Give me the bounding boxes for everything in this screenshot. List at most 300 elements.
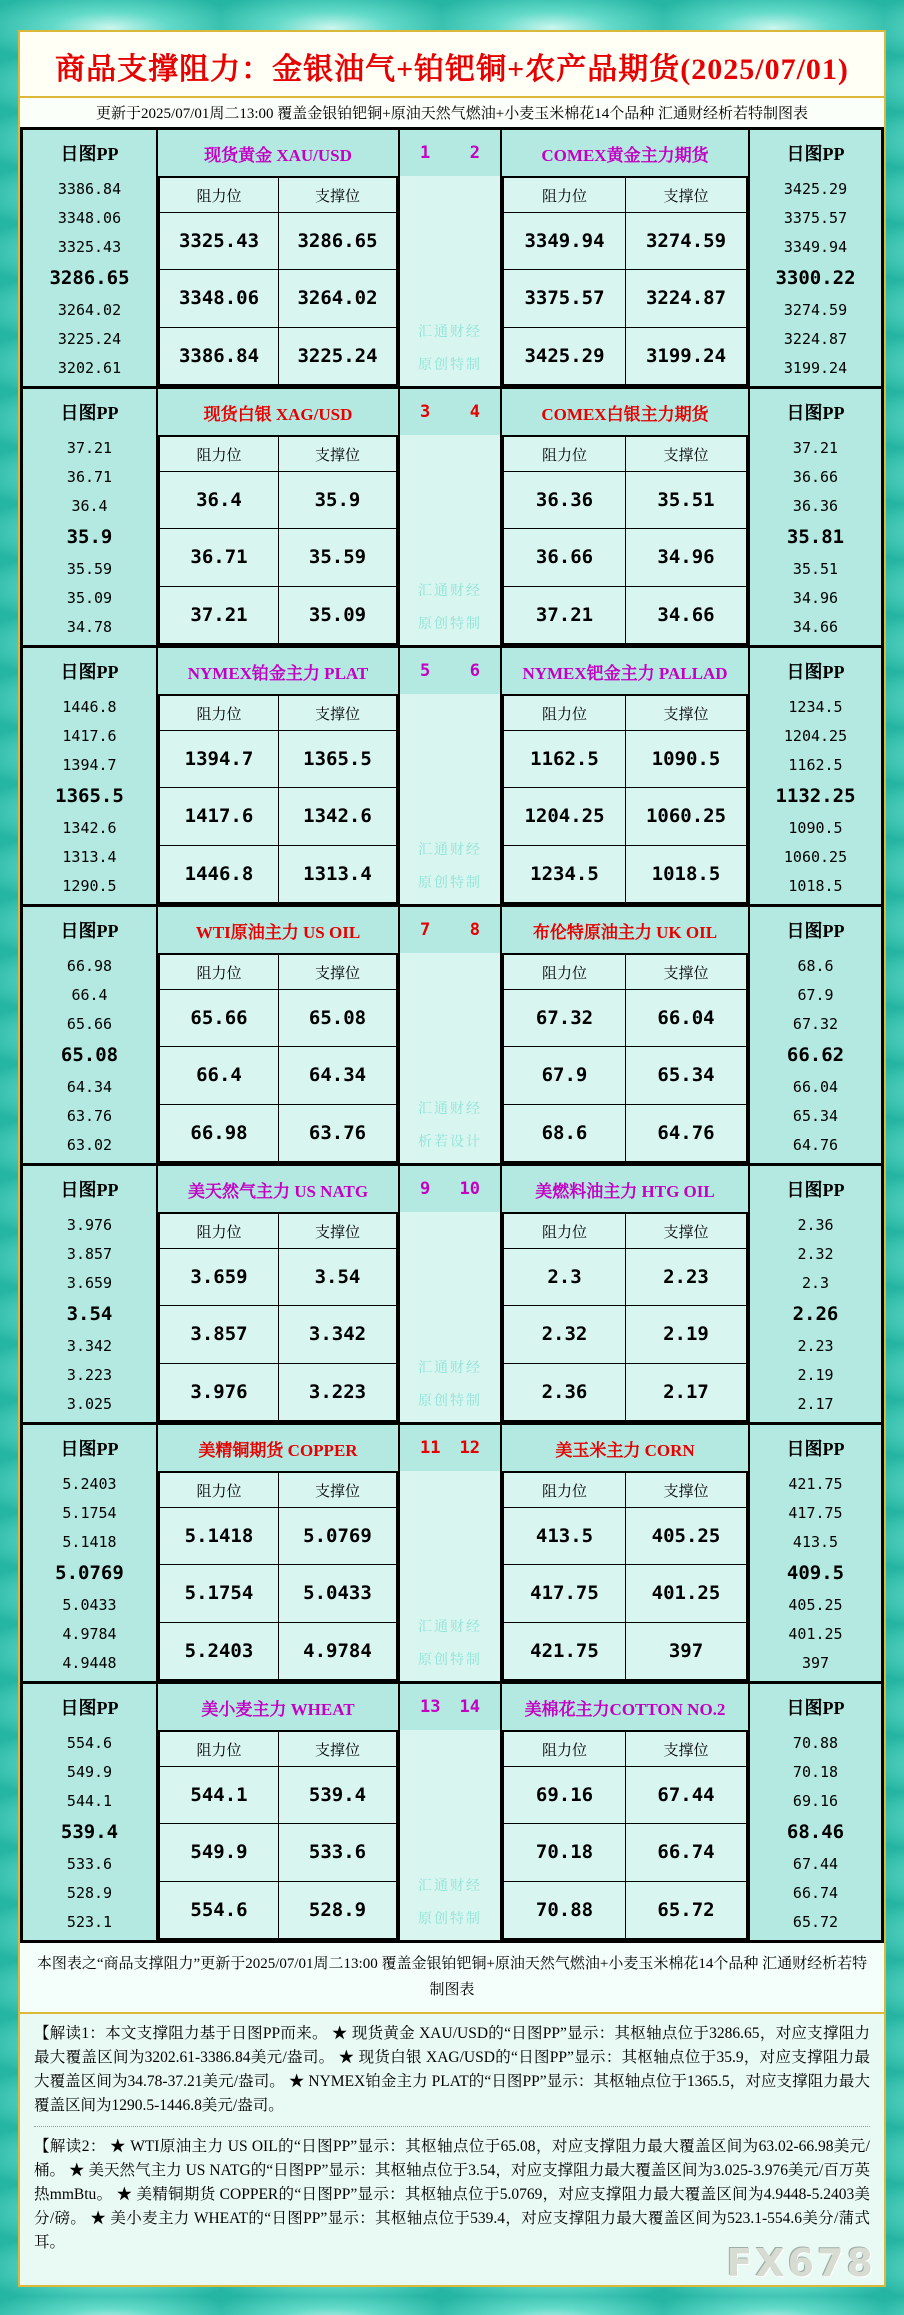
support-value: 1365.5 — [278, 730, 396, 787]
pp-level-value: 37.21 — [792, 439, 839, 457]
pp-pivot-value: 3300.22 — [775, 267, 856, 290]
support-value: 405.25 — [625, 1507, 746, 1564]
levels-table-left — [158, 176, 398, 386]
pp-level-value: 1394.7 — [62, 756, 117, 775]
pp-level-value: 3225.24 — [57, 329, 122, 348]
support-value: 539.4 — [278, 1766, 396, 1823]
support-value: 1018.5 — [625, 845, 746, 902]
support-value: 2.19 — [625, 1305, 746, 1362]
support-value: 397 — [625, 1622, 746, 1679]
pp-level-value: 1090.5 — [788, 818, 843, 837]
support-header: 支撑位 — [625, 696, 746, 730]
support-value: 64.76 — [625, 1104, 746, 1161]
pp-header-right: 日图PP — [748, 130, 881, 176]
section-watermark — [398, 435, 502, 645]
pp-header-left: 日图PP — [23, 1684, 158, 1730]
section-watermark — [398, 1730, 502, 1940]
support-value: 3224.87 — [625, 269, 746, 326]
resistance-value: 549.9 — [160, 1823, 278, 1880]
pp-level-value: 67.32 — [792, 1015, 839, 1034]
resistance-value: 544.1 — [160, 1766, 278, 1823]
resistance-value: 2.32 — [504, 1305, 625, 1362]
support-value: 64.34 — [278, 1046, 396, 1103]
support-header: 支撑位 — [625, 1473, 746, 1507]
support-value: 1090.5 — [625, 730, 746, 787]
pp-level-value: 1204.25 — [783, 727, 848, 746]
watermark-line: 原创特制 — [418, 876, 482, 891]
support-header: 支撑位 — [625, 955, 746, 989]
resistance-value: 413.5 — [504, 1507, 625, 1564]
commodity-section — [23, 1166, 881, 1425]
levels-table-left — [158, 694, 398, 904]
instrument-name-left: 现货黄金 XAU/USD — [204, 145, 352, 165]
section-watermark — [398, 1471, 502, 1681]
section-watermark — [398, 694, 502, 904]
levels-table-left — [158, 953, 398, 1163]
support-value: 34.66 — [625, 586, 746, 643]
commodity-section — [23, 1425, 881, 1684]
pp-level-value: 1417.6 — [62, 727, 117, 746]
resistance-header: 阻力位 — [196, 965, 242, 982]
section-header — [23, 648, 881, 694]
pp-level-value: 401.25 — [788, 1624, 843, 1643]
pp-pivot-value: 65.08 — [60, 1044, 119, 1067]
commodity-section — [23, 1684, 881, 1940]
pp-header-right: 日图PP — [748, 1684, 881, 1730]
pp-levels-left — [23, 694, 158, 904]
support-value: 2.23 — [625, 1248, 746, 1305]
section-body — [23, 176, 881, 386]
support-header: 支撑位 — [625, 437, 746, 471]
pp-level-value: 67.9 — [797, 986, 834, 1005]
instrument-name-left: 美小麦主力 WHEAT — [201, 1699, 355, 1719]
pp-level-value: 34.96 — [792, 588, 839, 607]
resistance-header: 阻力位 — [541, 1483, 587, 1500]
pp-header-left: 日图PP — [23, 130, 158, 176]
instrument-name-right: COMEX黄金主力期货 — [541, 145, 709, 165]
note-interpretation-2: 【解读2： ★ WTI原油主力 US OIL的“日图PP”显示：其枢轴点位于65.08，对应支撑阻力最大覆盖区间为63.02-66.98美元/桶。 ★ 美天然气主力 US NATG的“日图PP”显示：其枢轴点位于3.54，对应支撑阻力最大覆盖区间为3.025-3.976美元/百万英热mmBtu。 ★ 美精铜期货 COPPER的“日图PP”显示：其枢轴点位于5.0769，对应支撑阻力最大覆盖区间为4.9448-5.2403美分/磅。 ★ 美小麦主力 WHEAT的“日图PP”显示：其枢轴点位于539.4，对应支撑阻力最大覆盖区间为523.1-554.6美分/蒲式耳。 — [34, 2126, 870, 2255]
pp-level-value: 36.4 — [71, 497, 108, 516]
pp-level-value: 36.66 — [792, 468, 839, 487]
pp-level-value: 63.76 — [66, 1106, 113, 1125]
pp-level-value: 421.75 — [788, 1475, 843, 1493]
pp-level-value: 3.342 — [66, 1336, 113, 1355]
levels-table-right — [502, 694, 748, 904]
pp-header-left: 日图PP — [23, 648, 158, 694]
pp-level-value: 3425.29 — [783, 180, 848, 198]
pp-pivot-value: 66.62 — [786, 1044, 845, 1067]
resistance-value: 1234.5 — [504, 845, 625, 902]
pp-level-value: 64.34 — [66, 1077, 113, 1096]
pp-level-value: 1234.5 — [788, 698, 843, 716]
commodity-section — [23, 389, 881, 648]
support-value: 67.44 — [625, 1766, 746, 1823]
pp-level-value: 34.66 — [792, 617, 839, 636]
pp-level-value: 65.66 — [66, 1015, 113, 1034]
pp-level-value: 2.23 — [797, 1336, 834, 1355]
levels-table-right — [502, 176, 748, 386]
pair-number: 9 — [420, 1179, 431, 1199]
resistance-header: 阻力位 — [541, 1224, 587, 1241]
support-value: 35.9 — [278, 471, 396, 528]
resistance-header: 阻力位 — [196, 706, 242, 723]
resistance-value: 67.32 — [504, 989, 625, 1046]
pp-pivot-value: 5.0769 — [55, 1562, 124, 1585]
watermark-line: 原创特制 — [418, 1912, 482, 1927]
support-value: 63.76 — [278, 1104, 396, 1161]
pair-number: 14 — [459, 1697, 480, 1717]
section-body — [23, 694, 881, 904]
pp-level-value: 35.59 — [66, 559, 113, 578]
pp-header-left: 日图PP — [23, 389, 158, 435]
pp-header-right: 日图PP — [748, 1425, 881, 1471]
resistance-header: 阻力位 — [196, 1483, 242, 1500]
pp-levels-right — [748, 1471, 881, 1681]
instrument-name-left: WTI原油主力 US OIL — [195, 922, 361, 942]
pp-header-left: 日图PP — [23, 907, 158, 953]
support-value: 533.6 — [278, 1823, 396, 1880]
page-subtitle: 更新于2025/07/01周二13:00 覆盖金银铂钯铜+原油天然气燃油+小麦玉米棉花14个品种 汇通财经析若特制图表 — [20, 96, 884, 127]
instrument-name-left: 美天然气主力 US NATG — [187, 1181, 369, 1201]
pp-level-value: 66.98 — [66, 957, 113, 975]
support-value: 1313.4 — [278, 845, 396, 902]
resistance-value: 2.3 — [504, 1248, 625, 1305]
footer-note: 本图表之“商品支撑阻力”更新于2025/07/01周二13:00 覆盖金银铂钯铜+原油天然气燃油+小麦玉米棉花14个品种 汇通财经析若特制图表 — [20, 1943, 884, 2014]
pair-number: 7 — [420, 920, 431, 940]
support-value: 5.0769 — [278, 1507, 396, 1564]
resistance-value: 70.18 — [504, 1823, 625, 1880]
pair-number: 2 — [469, 143, 480, 163]
pp-level-value: 405.25 — [788, 1595, 843, 1614]
resistance-value: 70.88 — [504, 1881, 625, 1938]
pp-pivot-value: 68.46 — [786, 1821, 845, 1844]
support-value: 3225.24 — [278, 327, 396, 384]
resistance-value: 3349.94 — [504, 212, 625, 269]
pp-pivot-value: 2.26 — [792, 1303, 839, 1326]
section-body — [23, 435, 881, 645]
pp-level-value: 3.976 — [66, 1216, 113, 1234]
pp-level-value: 70.88 — [792, 1734, 839, 1752]
support-header: 支撑位 — [278, 178, 396, 212]
pp-level-value: 2.19 — [797, 1365, 834, 1384]
pp-levels-right — [748, 1730, 881, 1940]
resistance-value: 3.857 — [160, 1305, 278, 1362]
resistance-value: 37.21 — [160, 586, 278, 643]
notes-panel — [20, 2014, 884, 2285]
content-panel — [18, 30, 886, 2287]
support-value: 3199.24 — [625, 327, 746, 384]
pp-pivot-value: 1132.25 — [775, 785, 856, 808]
resistance-value: 1204.25 — [504, 787, 625, 844]
resistance-header: 阻力位 — [541, 965, 587, 982]
pp-level-value: 1162.5 — [788, 756, 843, 775]
pp-pivot-value: 35.9 — [66, 526, 113, 549]
resistance-value: 1446.8 — [160, 845, 278, 902]
pp-level-value: 1313.4 — [62, 847, 117, 866]
pp-level-value: 3.659 — [66, 1274, 113, 1293]
watermark-line: 原创特制 — [418, 358, 482, 373]
support-header: 支撑位 — [278, 1473, 396, 1507]
section-body — [23, 1212, 881, 1422]
support-value: 401.25 — [625, 1564, 746, 1621]
support-value: 3274.59 — [625, 212, 746, 269]
pp-levels-left — [23, 1730, 158, 1940]
support-value: 66.04 — [625, 989, 746, 1046]
pp-level-value: 3.223 — [66, 1365, 113, 1384]
pair-numbers — [398, 1166, 502, 1212]
pp-level-value: 3.857 — [66, 1245, 113, 1264]
resistance-value: 68.6 — [504, 1104, 625, 1161]
pair-number: 11 — [420, 1438, 441, 1458]
pair-numbers — [398, 907, 502, 953]
note-interpretation-1: 【解读1：本文支撑阻力基于日图PP而来。 ★ 现货黄金 XAU/USD的“日图PP”显示：其枢轴点位于3286.65，对应支撑阻力最大覆盖区间为3202.61-3386.84美元/盎司。 ★ 现货白银 XAG/USD的“日图PP”显示：其枢轴点位于35.9，对应支撑阻力最大覆盖区间为34.78-37.21美元/盎司。 ★ NYMEX铂金主力 PLAT的“日图PP”显示：其枢轴点位于1365.5，对应支撑阻力最大覆盖区间为1290.5-1446.8美元/盎司。 — [34, 2025, 870, 2115]
support-value: 3.54 — [278, 1248, 396, 1305]
pp-levels-right — [748, 435, 881, 645]
sections-table — [20, 127, 884, 1943]
pp-level-value: 3325.43 — [57, 238, 122, 257]
support-header: 支撑位 — [278, 955, 396, 989]
instrument-name-right: COMEX白银主力期货 — [541, 404, 709, 424]
levels-table-right — [502, 1730, 748, 1940]
pp-level-value: 65.72 — [792, 1912, 839, 1931]
pair-number: 13 — [420, 1697, 441, 1717]
pp-levels-left — [23, 176, 158, 386]
instrument-name-left: NYMEX铂金主力 PLAT — [187, 663, 369, 683]
support-header: 支撑位 — [278, 437, 396, 471]
resistance-value: 3.659 — [160, 1248, 278, 1305]
pp-pivot-value: 3286.65 — [49, 267, 130, 290]
resistance-header: 阻力位 — [196, 447, 242, 464]
support-value: 1342.6 — [278, 787, 396, 844]
resistance-value: 2.36 — [504, 1363, 625, 1420]
pp-level-value: 69.16 — [792, 1792, 839, 1811]
support-value: 65.72 — [625, 1881, 746, 1938]
support-value: 3.223 — [278, 1363, 396, 1420]
pp-level-value: 4.9784 — [62, 1624, 117, 1643]
pair-numbers — [398, 130, 502, 176]
pp-level-value: 2.17 — [797, 1394, 834, 1413]
resistance-header: 阻力位 — [196, 188, 242, 205]
levels-table-left — [158, 1730, 398, 1940]
watermark-line: 原创特制 — [418, 1653, 482, 1668]
pp-level-value: 66.4 — [71, 986, 108, 1005]
pp-levels-left — [23, 1471, 158, 1681]
watermark-line: 汇通财经 — [418, 325, 482, 340]
support-value: 65.08 — [278, 989, 396, 1046]
pp-level-value: 66.04 — [792, 1077, 839, 1096]
watermark-line: 汇通财经 — [418, 1879, 482, 1894]
pp-level-value: 397 — [801, 1653, 830, 1672]
resistance-value: 3.976 — [160, 1363, 278, 1420]
levels-table-right — [502, 1471, 748, 1681]
watermark-line: 汇通财经 — [418, 1361, 482, 1376]
resistance-value: 3348.06 — [160, 269, 278, 326]
pp-level-value: 3199.24 — [783, 358, 848, 377]
pair-numbers — [398, 648, 502, 694]
pp-header-right: 日图PP — [748, 907, 881, 953]
levels-table-left — [158, 1471, 398, 1681]
support-value: 3.342 — [278, 1305, 396, 1362]
instrument-name-right: NYMEX钯金主力 PALLAD — [522, 663, 728, 683]
resistance-value: 36.36 — [504, 471, 625, 528]
resistance-header: 阻力位 — [541, 447, 587, 464]
levels-table-right — [502, 953, 748, 1163]
pp-level-value: 3264.02 — [57, 300, 122, 319]
watermark-line: 原创特制 — [418, 617, 482, 632]
support-value: 66.74 — [625, 1823, 746, 1880]
pp-level-value: 36.71 — [66, 468, 113, 487]
instrument-name-left: 现货白银 XAG/USD — [203, 404, 353, 424]
pp-level-value: 1060.25 — [783, 847, 848, 866]
resistance-value: 3386.84 — [160, 327, 278, 384]
pp-pivot-value: 3.54 — [66, 1303, 113, 1326]
support-value: 35.09 — [278, 586, 396, 643]
resistance-value: 5.1418 — [160, 1507, 278, 1564]
pp-level-value: 36.36 — [792, 497, 839, 516]
support-value: 4.9784 — [278, 1622, 396, 1679]
resistance-value: 67.9 — [504, 1046, 625, 1103]
pp-level-value: 5.2403 — [62, 1475, 117, 1493]
pp-level-value: 35.09 — [66, 588, 113, 607]
pp-level-value: 1446.8 — [62, 698, 117, 716]
pp-level-value: 3375.57 — [783, 209, 848, 228]
resistance-value: 36.66 — [504, 528, 625, 585]
page-title: 商品支撑阻力：金银油气+铂钯铜+农产品期货(2025/07/01) — [20, 32, 884, 96]
instrument-name-right: 美棉花主力COTTON NO.2 — [524, 1699, 726, 1719]
watermark-line: 汇通财经 — [418, 584, 482, 599]
pp-header-right: 日图PP — [748, 648, 881, 694]
commodity-section — [23, 907, 881, 1166]
pp-level-value: 67.44 — [792, 1854, 839, 1873]
resistance-header: 阻力位 — [196, 1224, 242, 1241]
pp-level-value: 68.6 — [797, 957, 834, 975]
pp-level-value: 554.6 — [66, 1734, 113, 1752]
section-header — [23, 1684, 881, 1730]
resistance-header: 阻力位 — [196, 1742, 242, 1759]
levels-table-left — [158, 435, 398, 645]
resistance-header: 阻力位 — [541, 188, 587, 205]
pp-levels-left — [23, 1212, 158, 1422]
watermark-line: 汇通财经 — [418, 843, 482, 858]
pp-level-value: 3274.59 — [783, 300, 848, 319]
pp-level-value: 66.74 — [792, 1883, 839, 1902]
pair-numbers — [398, 389, 502, 435]
pair-number: 1 — [420, 143, 431, 163]
pp-level-value: 544.1 — [66, 1792, 113, 1811]
pp-level-value: 4.9448 — [62, 1653, 117, 1672]
watermark-line: 汇通财经 — [418, 1102, 482, 1117]
support-value: 5.0433 — [278, 1564, 396, 1621]
resistance-value: 37.21 — [504, 586, 625, 643]
pp-level-value: 64.76 — [792, 1135, 839, 1154]
resistance-value: 3325.43 — [160, 212, 278, 269]
pp-level-value: 65.34 — [792, 1106, 839, 1125]
pair-number: 5 — [420, 661, 431, 681]
resistance-value: 69.16 — [504, 1766, 625, 1823]
support-value: 3286.65 — [278, 212, 396, 269]
pp-level-value: 2.32 — [797, 1245, 834, 1264]
resistance-value: 1394.7 — [160, 730, 278, 787]
pp-level-value: 533.6 — [66, 1854, 113, 1873]
support-value: 528.9 — [278, 1881, 396, 1938]
watermark-line: 原创特制 — [418, 1394, 482, 1409]
pp-level-value: 1342.6 — [62, 818, 117, 837]
support-header: 支撑位 — [278, 696, 396, 730]
resistance-value: 3425.29 — [504, 327, 625, 384]
section-watermark — [398, 176, 502, 386]
resistance-value: 65.66 — [160, 989, 278, 1046]
watermark-line: 析若设计 — [418, 1135, 482, 1150]
pp-level-value: 3224.87 — [783, 329, 848, 348]
pp-level-value: 3349.94 — [783, 238, 848, 257]
instrument-name-right: 美燃料油主力 HTG OIL — [535, 1181, 715, 1201]
pp-pivot-value: 539.4 — [60, 1821, 119, 1844]
pp-levels-left — [23, 953, 158, 1163]
levels-table-left — [158, 1212, 398, 1422]
support-value: 34.96 — [625, 528, 746, 585]
support-value: 1060.25 — [625, 787, 746, 844]
pair-number: 6 — [469, 661, 480, 681]
pp-levels-right — [748, 1212, 881, 1422]
resistance-value: 1417.6 — [160, 787, 278, 844]
levels-table-right — [502, 435, 748, 645]
pp-levels-right — [748, 953, 881, 1163]
pair-number: 10 — [459, 1179, 480, 1199]
resistance-value: 1162.5 — [504, 730, 625, 787]
pp-level-value: 35.51 — [792, 559, 839, 578]
section-header — [23, 1166, 881, 1212]
watermark-line: 汇通财经 — [418, 1620, 482, 1635]
pair-number: 8 — [469, 920, 480, 940]
pp-level-value: 528.9 — [66, 1883, 113, 1902]
section-header — [23, 130, 881, 176]
section-watermark — [398, 1212, 502, 1422]
support-value: 2.17 — [625, 1363, 746, 1420]
support-value: 35.59 — [278, 528, 396, 585]
support-value: 65.34 — [625, 1046, 746, 1103]
pp-levels-right — [748, 694, 881, 904]
pp-level-value: 3.025 — [66, 1394, 113, 1413]
commodity-section — [23, 130, 881, 389]
resistance-header: 阻力位 — [541, 706, 587, 723]
resistance-value: 5.1754 — [160, 1564, 278, 1621]
section-watermark — [398, 953, 502, 1163]
commodity-section — [23, 648, 881, 907]
pp-level-value: 70.18 — [792, 1763, 839, 1782]
resistance-value: 421.75 — [504, 1622, 625, 1679]
pp-level-value: 5.0433 — [62, 1595, 117, 1614]
pp-level-value: 1018.5 — [788, 876, 843, 895]
support-header: 支撑位 — [278, 1732, 396, 1766]
section-body — [23, 1471, 881, 1681]
section-header — [23, 907, 881, 953]
resistance-value: 3375.57 — [504, 269, 625, 326]
pp-level-value: 417.75 — [788, 1504, 843, 1523]
pp-pivot-value: 1365.5 — [55, 785, 124, 808]
pp-level-value: 1290.5 — [62, 876, 117, 895]
support-value: 35.51 — [625, 471, 746, 528]
support-header: 支撑位 — [625, 1732, 746, 1766]
section-header — [23, 1425, 881, 1471]
levels-table-right — [502, 1212, 748, 1422]
pp-level-value: 3202.61 — [57, 358, 122, 377]
support-value: 3264.02 — [278, 269, 396, 326]
section-body — [23, 1730, 881, 1940]
pp-levels-right — [748, 176, 881, 386]
resistance-value: 66.4 — [160, 1046, 278, 1103]
pair-numbers — [398, 1684, 502, 1730]
pp-level-value: 3348.06 — [57, 209, 122, 228]
